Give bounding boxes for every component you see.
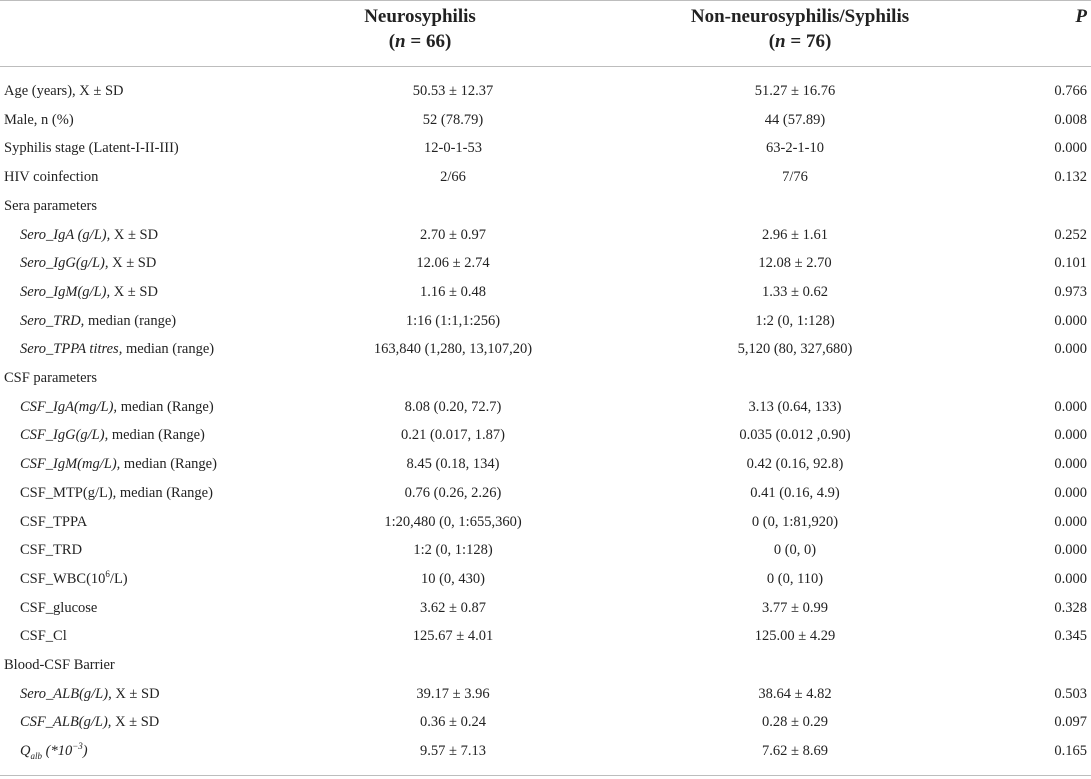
cell-non-neurosyphilis: 0 (0, 110) <box>766 570 824 587</box>
row-label: CSF_ALB(g/L), X ± SD <box>20 714 160 731</box>
row-label: Sero_IgM(g/L), X ± SD <box>20 283 158 300</box>
cell-p-value: 0.008 <box>1054 111 1087 128</box>
header-neurosyphilis <box>300 4 540 54</box>
cell-p-value: 0.000 <box>1054 570 1087 587</box>
cell-p-value: 0.132 <box>1054 169 1087 186</box>
cell-neurosyphilis: 1.16 ± 0.48 <box>420 283 486 300</box>
cell-neurosyphilis: 1:20,480 (0, 1:655,360) <box>384 513 522 530</box>
cell-p-value: 0.097 <box>1054 714 1087 731</box>
header-non-neurosyphilis-title: Non-neurosyphilis/Syphilis <box>690 6 910 27</box>
cell-p-value: 0.000 <box>1054 484 1087 501</box>
cell-p-value: 0.000 <box>1054 456 1087 473</box>
cell-p-value: 0.000 <box>1054 140 1087 157</box>
cell-non-neurosyphilis: 44 (57.89) <box>764 111 826 128</box>
cell-p-value: 0.000 <box>1054 341 1087 358</box>
cell-neurosyphilis: 0.36 ± 0.24 <box>420 714 486 731</box>
cell-non-neurosyphilis: 12.08 ± 2.70 <box>758 255 832 272</box>
cell-non-neurosyphilis: 0.035 (0.012 ,0.90) <box>739 427 851 444</box>
header-neurosyphilis-title: Neurosyphilis <box>364 6 476 27</box>
cell-non-neurosyphilis: 1:2 (0, 1:128) <box>755 312 835 329</box>
table-row <box>0 680 1091 709</box>
cell-p-value: 0.000 <box>1054 542 1087 559</box>
row-label: CSF_glucose <box>20 599 98 616</box>
row-label: CSF_TPPA <box>20 513 88 530</box>
table-row <box>0 163 1091 192</box>
cell-neurosyphilis: 39.17 ± 3.96 <box>416 685 490 702</box>
row-label: Sero_IgG(g/L), X ± SD <box>20 255 157 272</box>
cell-neurosyphilis: 0.21 (0.017, 1.87) <box>401 427 505 444</box>
table-top-rule <box>0 0 1091 1</box>
table-row <box>0 479 1091 508</box>
table-row <box>0 737 1091 766</box>
header-non-neurosyphilis-n: (n = 76) <box>768 31 832 52</box>
cell-non-neurosyphilis: 38.64 ± 4.82 <box>758 685 832 702</box>
table-row <box>0 134 1091 163</box>
header-p-value: P <box>1075 6 1087 27</box>
cell-non-neurosyphilis: 5,120 (80, 327,680) <box>737 341 853 358</box>
cell-non-neurosyphilis: 0.41 (0.16, 4.9) <box>750 484 840 501</box>
cell-non-neurosyphilis: 3.77 ± 0.99 <box>762 599 828 616</box>
cell-p-value: 0.165 <box>1054 743 1087 760</box>
row-label: Syphilis stage (Latent-I-II-III) <box>4 140 179 157</box>
cell-non-neurosyphilis: 0 (0, 1:81,920) <box>751 513 839 530</box>
cell-non-neurosyphilis: 125.00 ± 4.29 <box>754 628 836 645</box>
cell-p-value: 0.766 <box>1054 83 1087 99</box>
cell-neurosyphilis: 2/66 <box>440 169 466 186</box>
cell-neurosyphilis: 163,840 (1,280, 13,107,20) <box>373 341 533 358</box>
table-row <box>0 77 1091 106</box>
cell-non-neurosyphilis: 0.42 (0.16, 92.8) <box>746 456 844 473</box>
cell-non-neurosyphilis: 1.33 ± 0.62 <box>762 283 828 300</box>
header-rule <box>0 66 1091 67</box>
cell-p-value: 0.000 <box>1054 427 1087 444</box>
table-row <box>0 192 1091 221</box>
table-row <box>0 364 1091 393</box>
row-label: Sero_ALB(g/L), X ± SD <box>20 685 160 702</box>
cell-neurosyphilis: 8.08 (0.20, 72.7) <box>404 398 502 415</box>
cell-p-value: 0.503 <box>1054 685 1087 702</box>
row-label: CSF_MTP(g/L), median (Range) <box>20 484 213 501</box>
table-row <box>0 536 1091 565</box>
header-non-neurosyphilis <box>640 4 960 54</box>
row-label: Sero_TRD, median (range) <box>20 312 177 329</box>
cell-non-neurosyphilis: 2.96 ± 1.61 <box>762 226 828 243</box>
table-row <box>0 594 1091 623</box>
cell-neurosyphilis: 0.76 (0.26, 2.26) <box>404 484 502 501</box>
cell-neurosyphilis: 12.06 ± 2.74 <box>416 255 490 272</box>
cell-neurosyphilis: 12-0-1-53 <box>424 140 482 157</box>
row-label: Sero_TPPA titres, median (range) <box>20 341 215 358</box>
table-row <box>0 421 1091 450</box>
cell-non-neurosyphilis: 0 (0, 0) <box>773 542 817 559</box>
table-row <box>0 565 1091 594</box>
cell-neurosyphilis: 3.62 ± 0.87 <box>420 599 486 616</box>
row-label: HIV coinfection <box>4 169 99 186</box>
table-row <box>0 221 1091 250</box>
cell-p-value: 0.252 <box>1054 226 1087 243</box>
cell-non-neurosyphilis: 7.62 ± 8.69 <box>762 743 828 760</box>
cell-neurosyphilis: 2.70 ± 0.97 <box>420 226 486 243</box>
cell-non-neurosyphilis: 7/76 <box>782 169 808 186</box>
cell-p-value: 0.000 <box>1054 398 1087 415</box>
table-row <box>0 708 1091 737</box>
row-label: Sera parameters <box>4 197 97 214</box>
row-label: CSF parameters <box>4 370 98 386</box>
cell-neurosyphilis: 50.53 ± 12.37 <box>412 83 494 99</box>
row-label: $CSF\_WBC(10^6/L)$ <box>20 569 128 587</box>
table-row <box>0 307 1091 336</box>
cell-neurosyphilis: 52 (78.79) <box>422 111 484 128</box>
table-bottom-rule <box>0 775 1091 776</box>
table-row <box>0 622 1091 651</box>
cell-p-value: 0.000 <box>1054 312 1087 329</box>
cell-neurosyphilis: 8.45 (0.18, 134) <box>406 456 500 473</box>
row-label: $Q_{alb}$ $(*10^{-3})$ <box>20 741 88 761</box>
row-label: Age (years), X ± SD <box>4 83 124 99</box>
cell-neurosyphilis: 9.57 ± 7.13 <box>420 743 486 760</box>
cell-neurosyphilis: 1:2 (0, 1:128) <box>413 542 493 559</box>
cell-non-neurosyphilis: 51.27 ± 16.76 <box>754 83 836 99</box>
cell-non-neurosyphilis: 3.13 (0.64, 133) <box>748 398 842 415</box>
cell-neurosyphilis: 1:16 (1:1,1:256) <box>405 312 501 329</box>
cell-neurosyphilis: 125.67 ± 4.01 <box>412 628 494 645</box>
row-label: Blood-CSF Barrier <box>4 657 115 673</box>
row-label: Sero_IgA (g/L), X ± SD <box>20 226 159 243</box>
cell-non-neurosyphilis: 63-2-1-10 <box>766 140 824 157</box>
cell-p-value: 0.101 <box>1054 255 1087 272</box>
cell-p-value: 0.000 <box>1054 513 1087 530</box>
row-label: CSF_IgG(g/L), median (Range) <box>20 427 205 444</box>
cell-p-value: 0.345 <box>1054 628 1087 645</box>
header-neurosyphilis-n: (n = 66) <box>388 31 452 52</box>
table-row <box>0 393 1091 422</box>
table-row <box>0 450 1091 479</box>
cell-non-neurosyphilis: 0.28 ± 0.29 <box>762 714 828 731</box>
table-row <box>0 508 1091 537</box>
cell-p-value: 0.973 <box>1054 283 1087 300</box>
row-label: CSF_TRD <box>20 542 83 559</box>
cell-neurosyphilis: 10 (0, 430) <box>420 570 486 587</box>
table-row <box>0 335 1091 364</box>
table-row <box>0 278 1091 307</box>
row-label: CSF_IgA(mg/L), median (Range) <box>20 398 214 415</box>
table-row <box>0 651 1091 680</box>
row-label: CSF_Cl <box>20 628 67 645</box>
table-row <box>0 106 1091 135</box>
cell-p-value: 0.328 <box>1054 599 1087 616</box>
row-label: Male, n (%) <box>4 111 74 128</box>
row-label: CSF_IgM(mg/L), median (Range) <box>20 456 217 473</box>
table-row <box>0 249 1091 278</box>
